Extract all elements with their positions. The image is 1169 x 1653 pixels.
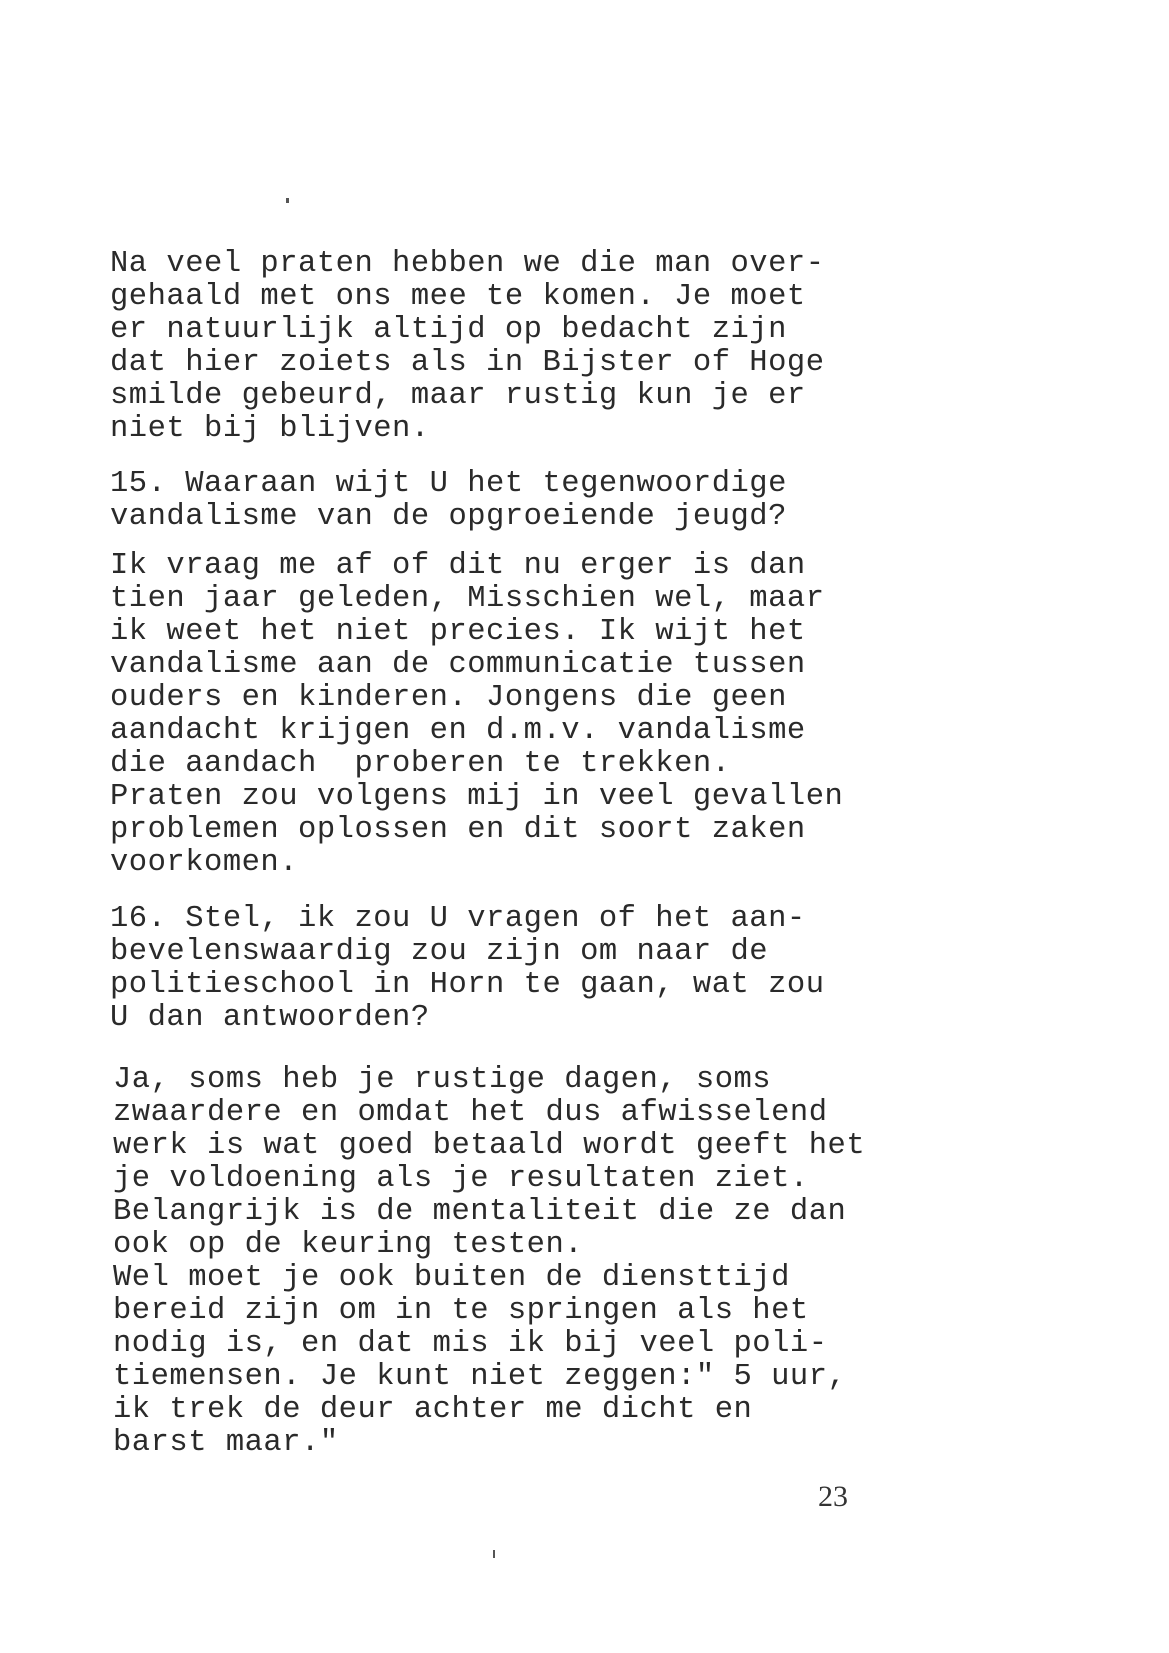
- answer-15: [110, 550, 1010, 880]
- question-15: [110, 468, 1010, 534]
- question-line: 16. Stel, ik zou U vragen of het aan-: [110, 902, 806, 936]
- text-line: Ja, soms heb je rustige dagen, soms: [113, 1063, 772, 1097]
- text-line: gehaald met ons mee te komen. Je moet: [110, 280, 806, 314]
- question-16: [110, 903, 1010, 1035]
- text-line: barst maar.": [113, 1426, 339, 1460]
- scan-speck: [286, 198, 289, 203]
- text-line: Wel moet je ook buiten de diensttijd: [113, 1261, 790, 1295]
- text-line: nodig is, en dat mis ik bij veel poli-: [113, 1327, 828, 1361]
- text-line: ouders en kinderen. Jongens die geen: [110, 681, 787, 715]
- text-line: ook op de keuring testen.: [113, 1228, 584, 1262]
- paragraph-intro: [110, 248, 1010, 446]
- text-line: Belangrijk is de mentaliteit die ze dan: [113, 1195, 847, 1229]
- text-line: je voldoening als je resultaten ziet.: [113, 1162, 809, 1196]
- question-line: vandalisme van de opgroeiende jeugd?: [110, 500, 787, 534]
- question-line: politieschool in Horn te gaan, wat zou: [110, 968, 825, 1002]
- text-line: dat hier zoiets als in Bijster of Hoge: [110, 346, 825, 380]
- text-line: die aandach proberen te trekken.: [110, 747, 731, 781]
- text-line: werk is wat goed betaald wordt geeft het: [113, 1129, 866, 1163]
- text-line: bereid zijn om in te springen als het: [113, 1294, 809, 1328]
- text-line: Ik vraag me af of dit nu erger is dan: [110, 549, 806, 583]
- text-line: ik weet het niet precies. Ik wijt het: [110, 615, 806, 649]
- text-line: vandalisme aan de communicatie tussen: [110, 648, 806, 682]
- text-line: er natuurlijk altijd op bedacht zijn: [110, 313, 787, 347]
- text-line: smilde gebeurd, maar rustig kun je er: [110, 379, 806, 413]
- answer-16: [113, 1064, 1013, 1460]
- text-line: tiemensen. Je kunt niet zeggen:" 5 uur,: [113, 1360, 847, 1394]
- text-line: niet bij blijven.: [110, 412, 430, 446]
- question-line: U dan antwoorden?: [110, 1001, 430, 1035]
- text-line: zwaardere en omdat het dus afwisselend: [113, 1096, 828, 1130]
- page-number: 23: [818, 1480, 848, 1513]
- question-line: 15. Waaraan wijt U het tegenwoordige: [110, 467, 787, 501]
- text-line: problemen oplossen en dit soort zaken: [110, 813, 806, 847]
- scan-speck: [493, 1550, 495, 1558]
- text-line: Praten zou volgens mij in veel gevallen: [110, 780, 844, 814]
- text-line: Na veel praten hebben we die man over-: [110, 247, 825, 281]
- text-line: tien jaar geleden, Misschien wel, maar: [110, 582, 825, 616]
- text-line: voorkomen.: [110, 846, 299, 880]
- question-line: bevelenswaardig zou zijn om naar de: [110, 935, 769, 969]
- text-line: ik trek de deur achter me dicht en: [113, 1393, 753, 1427]
- text-line: aandacht krijgen en d.m.v. vandalisme: [110, 714, 806, 748]
